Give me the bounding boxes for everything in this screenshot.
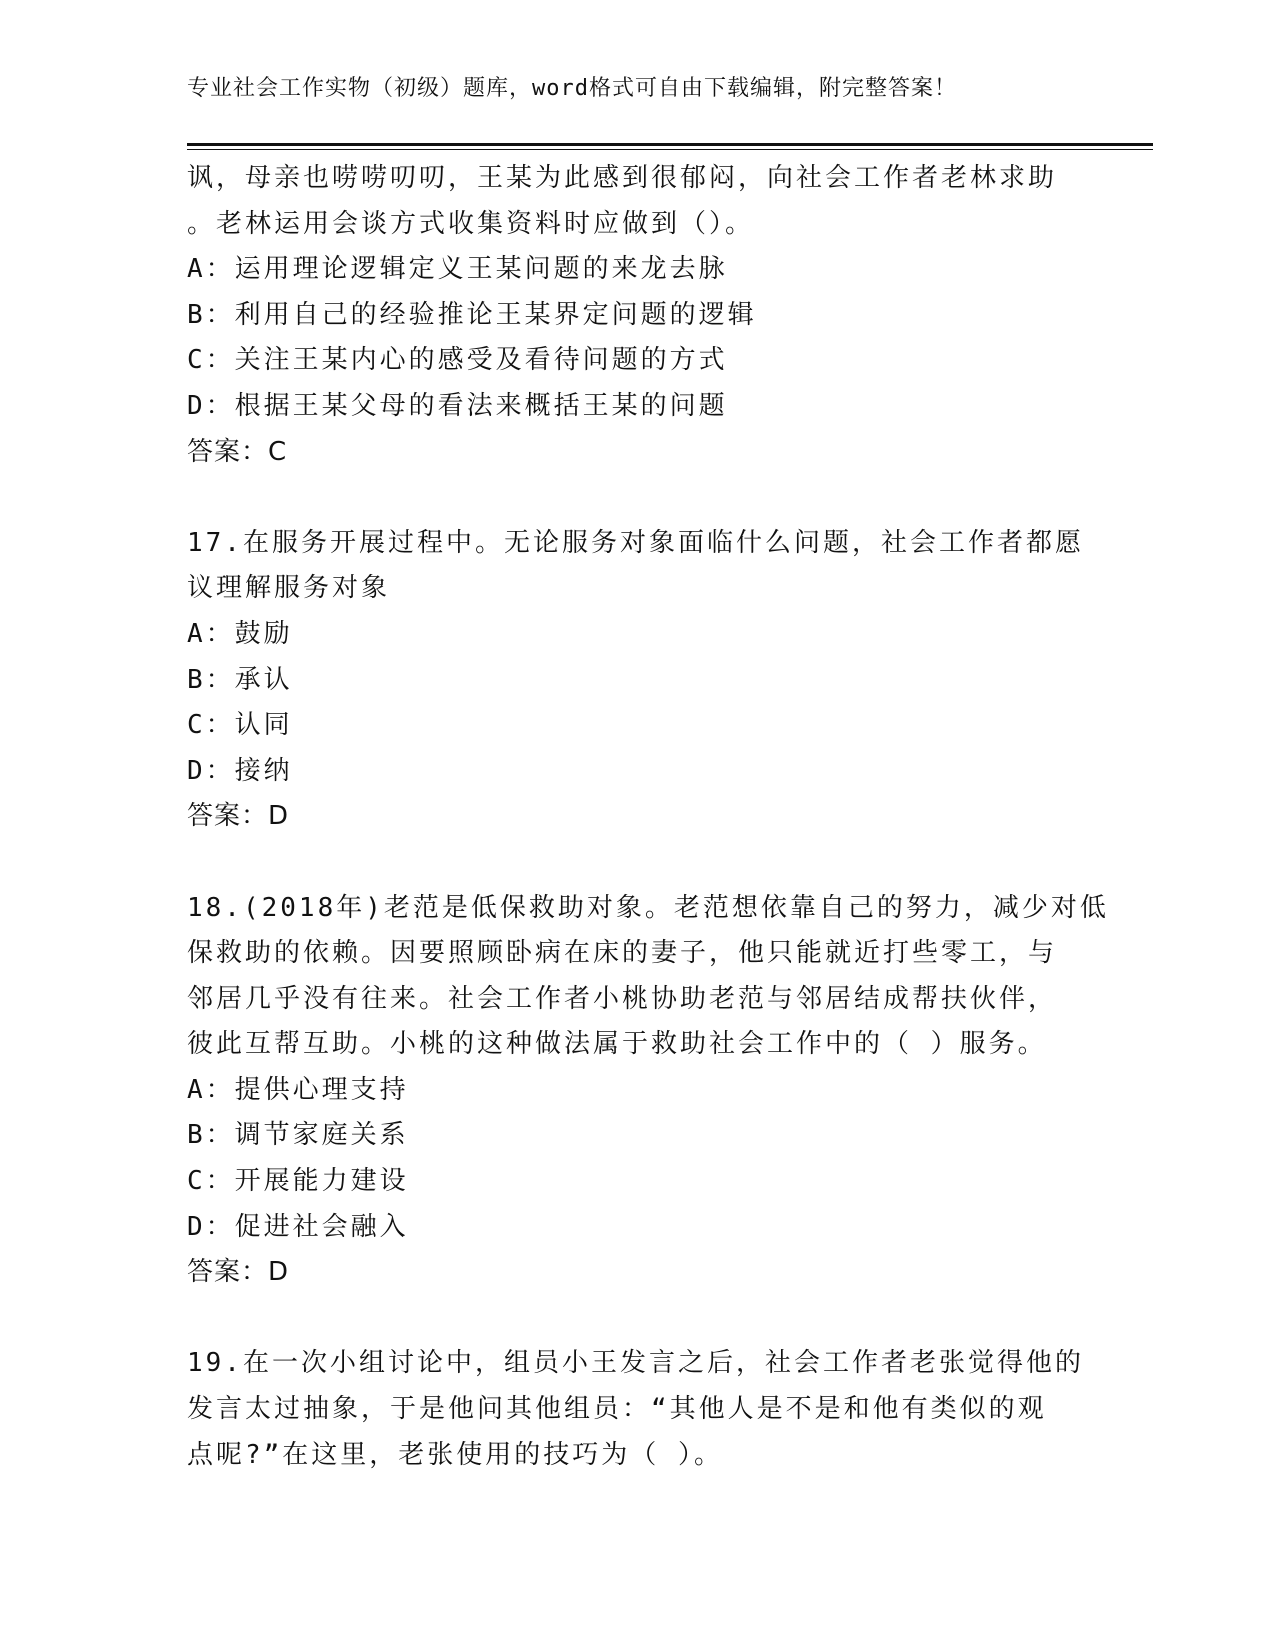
question-stem-line: 议理解服务对象	[187, 573, 391, 604]
question-19	[187, 1341, 1087, 1478]
answer: 答案：C	[187, 436, 288, 467]
option-c: C：关注王某内心的感受及看待问题的方式	[187, 345, 728, 376]
question-content	[187, 156, 1109, 1478]
question-16	[187, 156, 1087, 475]
spacer	[187, 475, 1087, 521]
option-b: B：利用自己的经验推论王某界定问题的逻辑	[187, 299, 757, 330]
option-a: A：鼓励	[187, 618, 293, 649]
question-18	[187, 886, 1109, 1296]
option-a: A：运用理论逻辑定义王某问题的来龙去脉	[187, 254, 728, 285]
option-b: B：调节家庭关系	[187, 1120, 409, 1151]
question-stem-line: 讽，母亲也唠唠叨叨，王某为此感到很郁闷，向社会工作者老林求助	[187, 163, 1058, 193]
option-c: C：开展能力建设	[187, 1166, 409, 1197]
option-a: A：提供心理支持	[187, 1074, 409, 1105]
question-stem-line: 。老林运用会谈方式收集资料时应做到（）。	[187, 208, 755, 239]
option-b: B：承认	[187, 664, 293, 695]
question-stem-line: 18.(2018年)老范是低保救助对象。老范想依靠自己的努力，减少对低	[187, 892, 1109, 923]
spacer	[187, 1296, 1087, 1342]
question-stem-line: 彼此互帮互助。小桃的这种做法属于救助社会工作中的（ ）服务。	[187, 1029, 1047, 1060]
option-d: D：促进社会融入	[187, 1211, 409, 1242]
spacer	[187, 840, 1087, 886]
option-d: D：根据王某父母的看法来概括王某的问题	[187, 390, 728, 421]
header-rule-thin	[187, 149, 1153, 150]
option-d: D：接纳	[187, 755, 293, 786]
answer: 答案：D	[187, 1257, 290, 1288]
header-rule-thick	[187, 143, 1153, 146]
answer: 答案：D	[187, 801, 290, 832]
question-stem-line: 点呢?”在这里，老张使用的技巧为（ ）。	[187, 1439, 723, 1470]
option-c: C：认同	[187, 710, 293, 741]
question-stem-line: 邻居几乎没有往来。社会工作者小桃协助老范与邻居结成帮扶伙伴，	[187, 983, 1058, 1014]
question-17	[187, 521, 1087, 840]
question-stem-line: 17.在服务开展过程中。无论服务对象面临什么问题，社会工作者都愿	[187, 527, 1084, 558]
question-stem-line: 19.在一次小组讨论中，组员小王发言之后，社会工作者老张觉得他的	[187, 1348, 1084, 1379]
page-header: 专业社会工作实物（初级）题库，word格式可自由下载编辑，附完整答案！	[187, 76, 957, 101]
question-stem-line: 发言太过抽象，于是他问其他组员：“其他人是不是和他有类似的观	[187, 1394, 1047, 1425]
question-stem-line: 保救助的依赖。因要照顾卧病在床的妻子，他只能就近打些零工，与	[187, 938, 1058, 969]
